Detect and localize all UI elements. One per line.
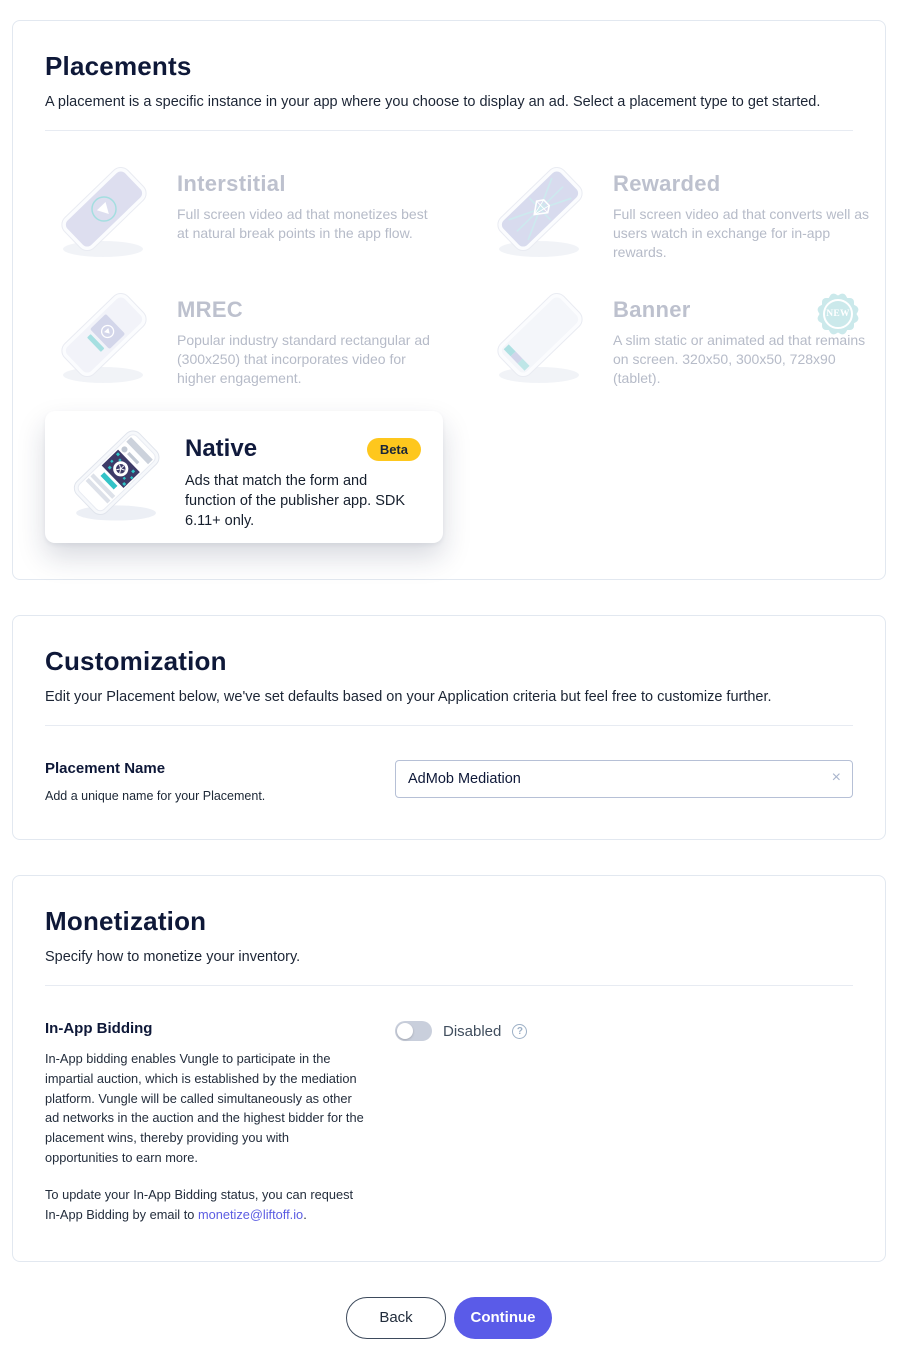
in-app-bidding-label: In-App Bidding <box>45 1020 153 1037</box>
native-phone-icon <box>61 423 173 527</box>
footer-actions <box>12 1297 886 1339</box>
option-title: Banner <box>613 297 691 322</box>
placement-option-interstitial[interactable] <box>45 159 443 263</box>
in-app-bidding-row <box>45 1020 853 1225</box>
option-description: Full screen video ad that monetizes best at natural break points in the app flow. <box>177 206 428 241</box>
customization-card <box>12 615 886 840</box>
divider <box>45 725 853 726</box>
continue-button[interactable]: Continue <box>454 1297 552 1339</box>
placement-option-rewarded[interactable] <box>481 159 879 263</box>
placements-subtitle: A placement is a specific instance in your app where you choose to display an ad. Select a placement type to get started. <box>45 94 821 110</box>
toggle-knob <box>397 1023 413 1039</box>
help-icon[interactable]: ? <box>512 1024 527 1039</box>
in-app-bidding-contact: To update your In-App Bidding status, you can request In-App Bidding by email to monetize@liftoff.io. <box>45 1186 354 1222</box>
clear-input-icon[interactable]: × <box>831 769 841 786</box>
monetization-title: Monetization <box>45 906 207 936</box>
placement-name-help: Add a unique name for your Placement. <box>45 789 266 803</box>
customization-title: Customization <box>45 646 227 676</box>
rewarded-phone-icon <box>481 159 599 263</box>
option-title: Rewarded <box>613 171 721 196</box>
customization-subtitle: Edit your Placement below, we've set defaults based on your Application criteria but feel free to customize further. <box>45 689 772 705</box>
option-title: Interstitial <box>177 171 286 196</box>
new-badge-label: NEW <box>823 299 853 329</box>
placement-options-grid <box>45 159 870 543</box>
monetization-card <box>12 875 886 1262</box>
beta-badge: Beta <box>367 438 421 461</box>
option-description: Popular industry standard rectangular ad (300x250) that incorporates video for higher engagement. <box>177 332 430 386</box>
divider <box>45 985 853 986</box>
option-title: MREC <box>177 297 243 322</box>
monetization-subtitle: Specify how to monetize your inventory. <box>45 949 301 965</box>
option-title: Native <box>185 435 258 462</box>
monetize-email-link[interactable]: monetize@liftoff.io <box>197 1206 304 1222</box>
placement-option-native[interactable] <box>45 411 443 543</box>
divider <box>45 130 853 131</box>
interstitial-phone-icon <box>45 159 163 263</box>
mrec-phone-icon <box>45 285 163 389</box>
placement-option-mrec[interactable] <box>45 285 443 389</box>
placement-name-input[interactable] <box>395 760 853 798</box>
placement-option-banner[interactable] <box>481 285 879 389</box>
option-description: Full screen video ad that converts well as users watch in exchange for in-app rewards. <box>613 206 870 260</box>
placements-card <box>12 20 886 580</box>
placements-title: Placements <box>45 51 192 81</box>
in-app-bidding-description: In-App bidding enables Vungle to participate in the impartial auction, which is established by the mediation platform. Vungle will be called simultaneously as other ad networks in the auction and the highest bidder for the placement wins, thereby providing you with opportunities to earn more. <box>45 1051 364 1166</box>
option-description: Ads that match the form and function of the publisher app. SDK 6.11+ only. <box>185 473 406 529</box>
in-app-bidding-state: Disabled <box>443 1022 502 1040</box>
in-app-bidding-toggle[interactable] <box>395 1021 432 1041</box>
option-description: A slim static or animated ad that remains on screen. 320x50, 300x50, 728x90 (tablet). <box>613 332 866 386</box>
placement-name-row <box>45 760 853 803</box>
banner-phone-icon <box>481 285 599 389</box>
back-button[interactable]: Back <box>346 1297 446 1339</box>
new-badge-icon <box>815 291 861 337</box>
placement-name-label: Placement Name <box>45 760 166 777</box>
